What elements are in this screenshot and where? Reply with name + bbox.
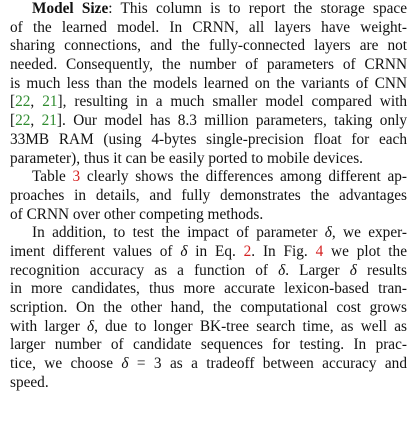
para3-line-3-text: results — [356, 261, 407, 279]
para3-line-3 — [10, 262, 407, 281]
citation-link-21[interactable]: 21 — [42, 93, 58, 111]
para1-line-1 — [10, 0, 407, 19]
para1-line-1-text: : This column is to report the storage space — [108, 0, 407, 17]
para3-line-2-text: we plot the — [323, 242, 407, 260]
para3-line-3-pre: recognition accuracy as a function of — [10, 261, 279, 279]
para1-line-6-text: ], resulting in a much smaller model compared with — [57, 93, 407, 111]
citation-separator: , — [30, 112, 42, 130]
para1-heading: Model Size — [32, 0, 109, 17]
citation-link-21[interactable]: 21 — [41, 112, 57, 130]
paragraph-table-comparison — [10, 168, 407, 224]
citation-link-22[interactable]: 22 — [15, 93, 31, 111]
para3-line-2-mid2: . In Fig. — [251, 242, 316, 260]
para3-line-8 — [10, 355, 407, 374]
para3-line-7: larger number of candidate sequences for testing. In prac- — [10, 336, 407, 354]
para2-line-2: proaches in details, and fully demonstrates the advantages — [10, 186, 407, 204]
para2-line-1-text: clearly shows the differences among different ap- — [80, 168, 407, 186]
delta-symbol: δ — [324, 224, 332, 242]
para3-line-2-mid: in Eq. — [187, 242, 244, 260]
table-ref-link[interactable]: 3 — [72, 168, 81, 186]
delta-symbol: δ — [121, 355, 129, 373]
para1-line-4: needed. Consequently, the number of parameters of CRNN — [10, 56, 407, 74]
para3-line-8-text: as a tradeoff between accuracy and — [161, 355, 407, 373]
bracket-open: [ — [10, 93, 16, 111]
para3-line-6-text: , due to longer BK-tree search time, as well as — [94, 317, 407, 335]
delta-symbol: δ — [349, 261, 357, 279]
citation-separator: , — [30, 93, 43, 111]
para2-line-3: of CRNN over other competing methods. — [10, 205, 264, 223]
para1-line-6 — [10, 93, 407, 112]
para1-line-7 — [10, 112, 407, 131]
para3-line-1 — [10, 224, 407, 243]
paragraph-model-size — [10, 0, 407, 168]
para2-line-1-pre: Table — [32, 168, 73, 186]
figure-ref-link[interactable]: 4 — [315, 242, 324, 260]
bracket-open: [ — [10, 112, 16, 130]
delta-symbol: δ — [87, 317, 95, 335]
para3-line-2-pre: iment different values of — [10, 242, 181, 260]
para1-line-7-text: ]. Our model has 8.3 million parameters, taking only — [56, 112, 407, 130]
equation-ref-link[interactable]: 2 — [243, 242, 252, 260]
para3-line-3-mid: . Larger — [285, 261, 350, 279]
para1-line-8: 33MB RAM (using 4-bytes single-precision float for each — [10, 130, 407, 148]
para3-line-6-pre: with larger — [10, 317, 87, 335]
para3-line-4: in more candidates, thus more accurate lexicon-based tran- — [10, 280, 407, 298]
para3-line-6 — [10, 318, 407, 337]
para3-line-5: scription. On the other hand, the computational cost grows — [10, 299, 407, 316]
delta-symbol: δ — [180, 242, 188, 260]
para3-line-2 — [10, 243, 407, 262]
para1-line-5: is much less than the models learned on the variants of CNN — [10, 74, 407, 92]
para3-line-1-pre: In addition, to test the impact of parameter — [32, 224, 325, 242]
para2-line-1 — [10, 168, 407, 187]
para3-line-8-pre: tice, we choose — [10, 355, 122, 373]
para1-line-9: parameter), thus it can be easily ported to mobile devices. — [10, 149, 363, 167]
para3-line-1-text: , we exper- — [331, 224, 407, 242]
para1-line-3: sharing connections, and the fully-connected layers are not — [10, 37, 407, 55]
paper-text-column — [10, 0, 407, 392]
para3-line-9: speed. — [10, 373, 49, 391]
delta-symbol: δ — [278, 261, 286, 279]
para1-line-2: of the learned model. In CRNN, all layers have weight- — [10, 18, 407, 36]
paragraph-delta-parameter — [10, 224, 407, 392]
equation-value: = 3 — [128, 355, 162, 373]
citation-link-22[interactable]: 22 — [15, 112, 31, 130]
